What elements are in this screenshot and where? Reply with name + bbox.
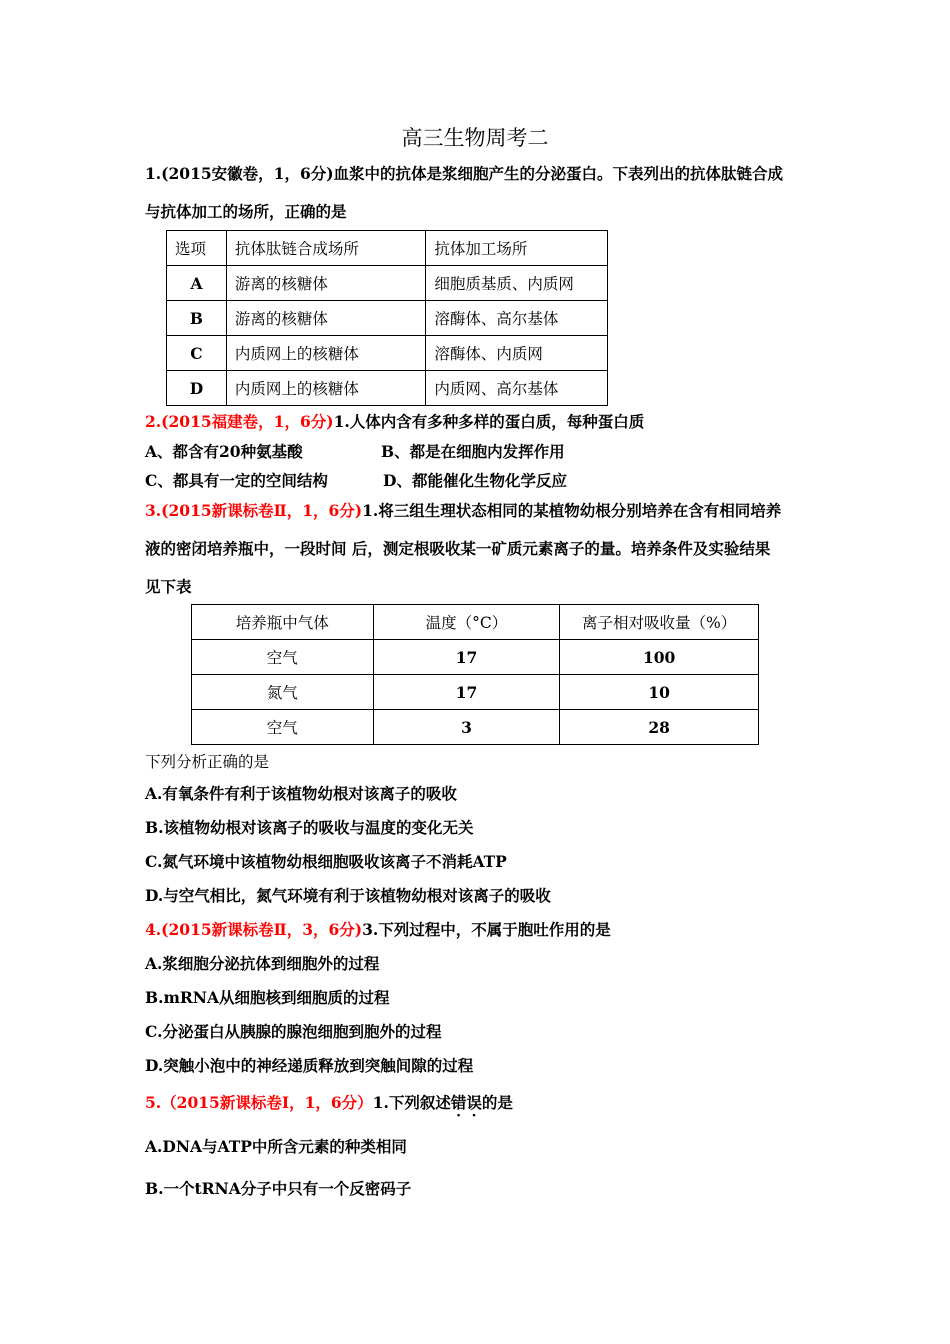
table-row [192,710,759,745]
q3-option-b: B.该植物幼根对该离子的吸收与温度的变化无关 [145,818,474,837]
q4-option-b: B.mRNA从细胞核到细胞质的过程 [145,988,390,1007]
table-row [192,640,759,675]
q3-option-c: C.氮气环境中该植物幼根细胞吸收该离子不消耗ATP [145,852,507,871]
table-cell: 28 [560,710,759,745]
q5-stem [145,1091,513,1113]
table-cell: 10 [560,675,759,710]
table-cell: 内质网、高尔基体 [426,371,608,406]
table-cell: 内质网上的核糖体 [226,336,425,371]
table-row [167,301,608,336]
table-header-row [192,605,759,640]
table-header-cell: 离子相对吸收量（%） [560,605,759,640]
table-cell: 氮气 [192,675,374,710]
q2-option-a: A、都含有20种氨基酸 [145,442,303,461]
table-cell: 内质网上的核糖体 [226,371,425,406]
q5-source: 5.（2015新课标卷Ⅰ，1，6分） [145,1093,373,1112]
table-header-cell: 抗体加工场所 [426,231,608,266]
table-cell: 17 [373,675,560,710]
q3-text: 1.将三组生理状态相同的某植物幼根分别培养在含有相同培养 [362,501,782,520]
q4-option-d: D.突触小泡中的神经递质释放到突触间隙的过程 [145,1056,474,1075]
q1-stem-line1: 1.(2015安徽卷，1，6分)血浆中的抗体是浆细胞产生的分泌蛋白。下表列出的抗体肽链合成 [145,164,784,183]
table-header-row [167,231,608,266]
q3-prompt: 下列分析正确的是 [145,753,270,771]
table-header-cell: 温度（°C） [373,605,560,640]
table-cell: A [167,266,227,301]
table-row [167,336,608,371]
q5-text-pre: 1.下列叙述 [372,1093,451,1112]
table-header-cell: 抗体肽链合成场所 [226,231,425,266]
table-cell: C [167,336,227,371]
q1-table [166,230,608,406]
table-header-cell: 培养瓶中气体 [192,605,374,640]
table-cell: 游离的核糖体 [226,301,425,336]
table-cell: 溶酶体、内质网 [426,336,608,371]
table-cell: B [167,301,227,336]
table-cell: 空气 [192,710,374,745]
q1-stem-line2: 与抗体加工的场所，正确的是 [145,202,347,221]
q3-stem-line1 [145,499,781,521]
q4-source: 4.(2015新课标卷Ⅱ，3，6分) [145,920,363,939]
q5-text-post: 的是 [481,1093,513,1112]
q3-stem-line3: 见下表 [145,577,192,596]
q3-table [191,604,759,745]
table-cell: 3 [373,710,560,745]
table-cell: 细胞质基质、内质网 [426,266,608,301]
q5-option-b: B.一个tRNA分子中只有一个反密码子 [145,1179,412,1198]
table-cell: D [167,371,227,406]
q4-text: 3.下列过程中，不属于胞吐作用的是 [362,920,611,939]
q2-source: 2.(2015福建卷，1，6分) [145,412,334,431]
q5-option-a: A.DNA与ATP中所含元素的种类相同 [145,1137,407,1156]
table-cell: 100 [560,640,759,675]
q2-text: 1.人体内含有多种多样的蛋白质，每种蛋白质 [333,412,645,431]
q2-stem [145,410,644,432]
table-cell: 游离的核糖体 [226,266,425,301]
q3-option-d: D.与空气相比，氮气环境有利于该植物幼根对该离子的吸收 [145,886,551,905]
table-cell: 空气 [192,640,374,675]
q2-option-c: C、都具有一定的空间结构 [145,471,328,490]
table-row [167,266,608,301]
table-cell: 溶酶体、高尔基体 [426,301,608,336]
page-title: 高三生物周考二 [401,126,549,150]
q4-option-a: A.浆细胞分泌抗体到细胞外的过程 [145,954,380,973]
q3-stem-line2: 液的密闭培养瓶中，一段时间 后，测定根吸收某一矿质元素离子的量。培养条件及实验结果 [145,539,771,558]
q2-option-d: D、都能催化生物化学反应 [383,471,567,490]
q5-emphasis-char: 误 [466,1093,482,1112]
q3-source: 3.(2015新课标卷Ⅱ，1，6分) [145,501,363,520]
q4-option-c: C.分泌蛋白从胰腺的腺泡细胞到胞外的过程 [145,1022,442,1041]
table-header-cell: 选项 [167,231,227,266]
table-row [167,371,608,406]
table-cell: 17 [373,640,560,675]
q5-emphasis-char: 错 [450,1093,467,1112]
q3-option-a: A.有氧条件有利于该植物幼根对该离子的吸收 [145,784,457,803]
q4-stem [145,918,611,940]
table-row [192,675,759,710]
q2-option-b: B、都是在细胞内发挥作用 [381,442,565,461]
